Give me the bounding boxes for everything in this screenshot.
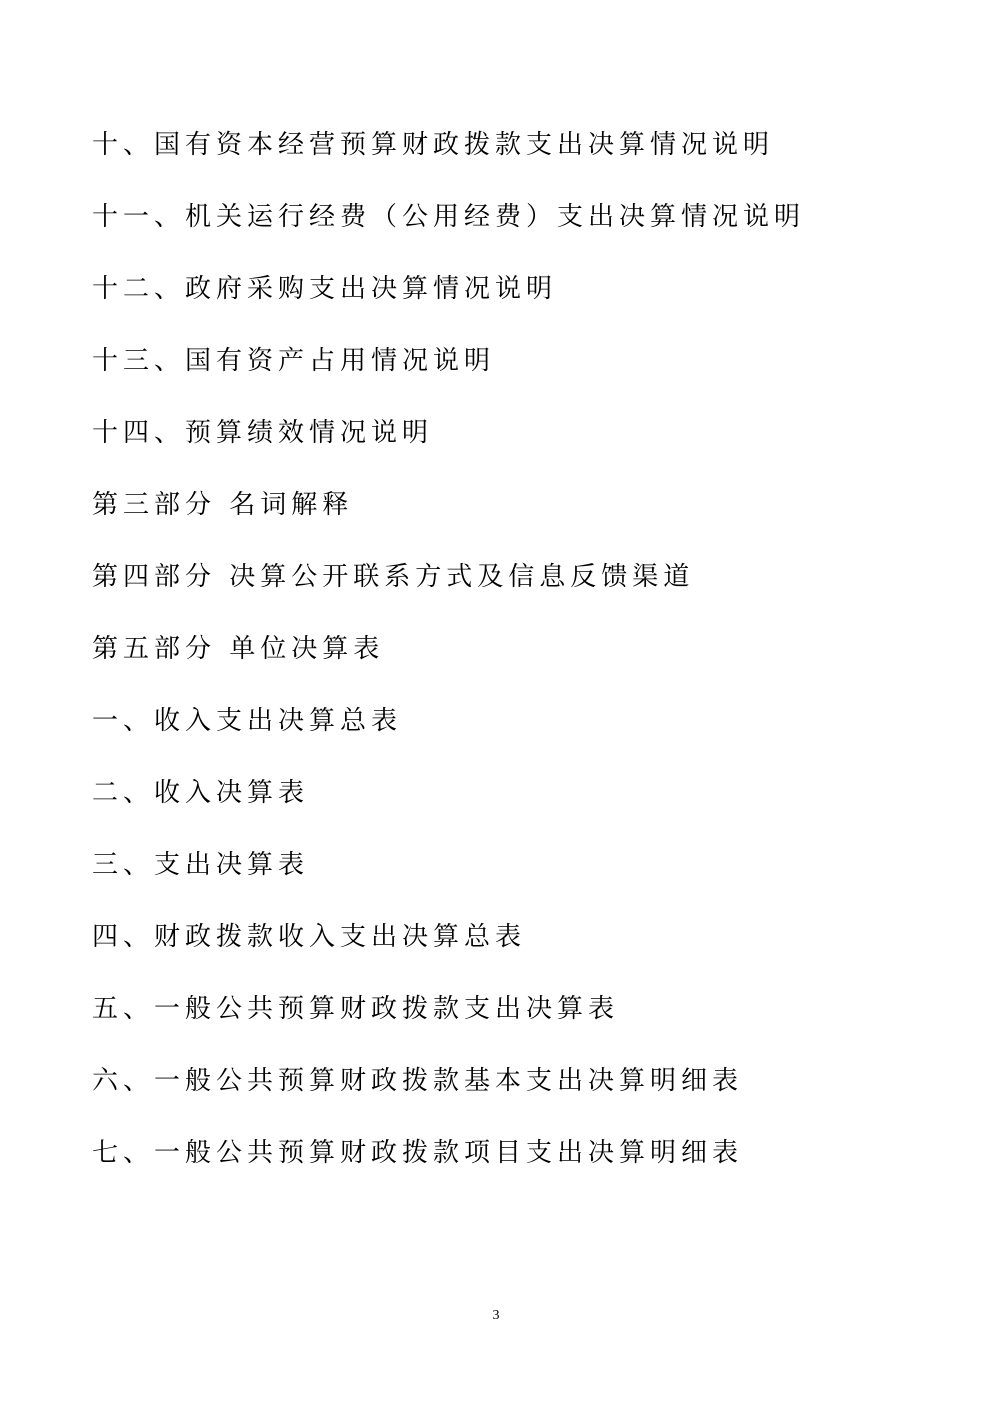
toc-part-five-tables: 第五部分 单位决算表 [92, 634, 385, 664]
toc-item-agency-operating-expenses: 十一、机关运行经费（公用经费）支出决算情况说明 [92, 202, 806, 232]
toc-item-budget-performance: 十四、预算绩效情况说明 [92, 418, 434, 448]
toc-item-project-expenditure-detail: 七、一般公共预算财政拨款项目支出决算明细表 [92, 1138, 744, 1168]
toc-item-state-assets: 十三、国有资产占用情况说明 [92, 346, 496, 376]
toc-part-four-contact: 第四部分 决算公开联系方式及信息反馈渠道 [92, 562, 695, 592]
toc-item-income-expenditure-summary: 一、收入支出决算总表 [92, 706, 403, 736]
toc-item-fiscal-appropriation-summary: 四、财政拨款收入支出决算总表 [92, 922, 527, 952]
page-number: 3 [492, 1308, 500, 1323]
toc-item-income-table: 二、收入决算表 [92, 778, 310, 808]
toc-item-state-capital-budget: 十、国有资本经营预算财政拨款支出决算情况说明 [92, 130, 775, 160]
table-of-contents [92, 121, 805, 1201]
toc-item-government-procurement: 十二、政府采购支出决算情况说明 [92, 274, 558, 304]
toc-item-basic-expenditure-detail: 六、一般公共预算财政拨款基本支出决算明细表 [92, 1066, 744, 1096]
toc-item-general-budget-expenditure: 五、一般公共预算财政拨款支出决算表 [92, 994, 620, 1024]
toc-item-expenditure-table: 三、支出决算表 [92, 850, 310, 880]
toc-part-three-glossary: 第三部分 名词解释 [92, 490, 354, 520]
